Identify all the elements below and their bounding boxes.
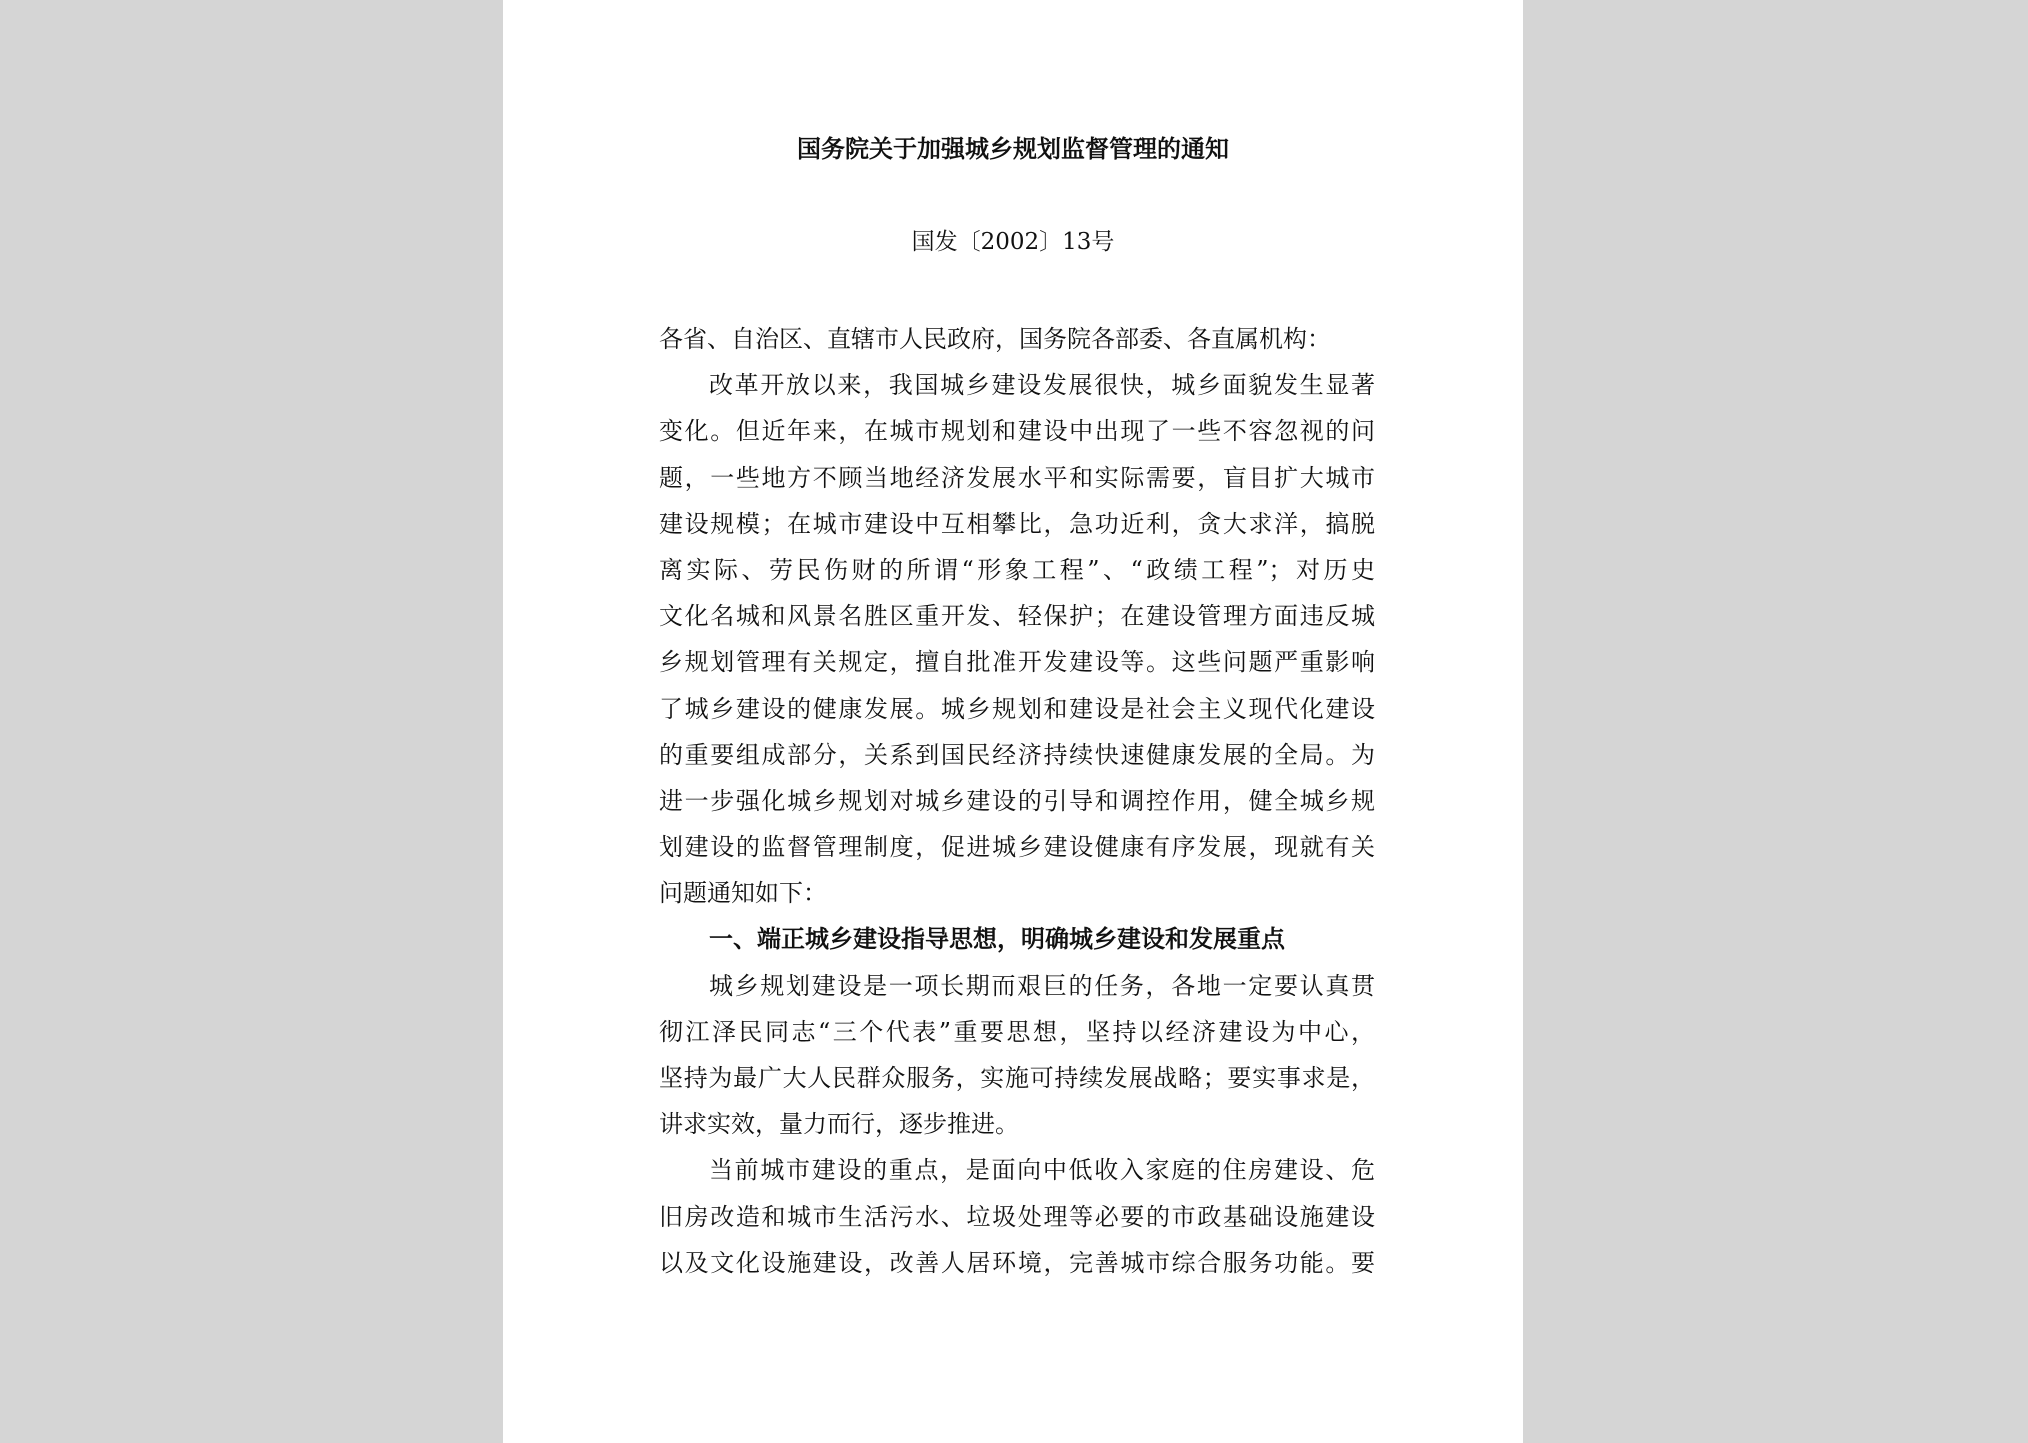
paragraph-line: 建设规模；在城市建设中互相攀比，急功近利，贪大求洋，搞脱	[659, 509, 1375, 538]
paragraph-line: 乡规划管理有关规定，擅自批准开发建设等。这些问题严重影响	[659, 648, 1375, 677]
paragraph-line: 的重要组成部分，关系到国民经济持续快速健康发展的全局。为	[659, 740, 1375, 769]
paragraph-line: 问题通知如下：	[659, 879, 827, 908]
salutation: 各省、自治区、直辖市人民政府，国务院各部委、各直属机构：	[659, 325, 1331, 353]
paragraph-line: 城乡规划建设是一项长期而艰巨的任务，各地一定要认真贯	[709, 971, 1375, 1000]
document-page	[503, 0, 1523, 1443]
document-number: 国发〔2002〕13号	[911, 229, 1115, 255]
paragraph-line: 旧房改造和城市生活污水、垃圾处理等必要的市政基础设施建设	[659, 1202, 1375, 1231]
document-body	[659, 316, 1375, 1286]
paragraph-line: 讲求实效，量力而行，逐步推进。	[659, 1110, 1019, 1139]
paragraph-line: 文化名城和风景名胜区重开发、轻保护；在建设管理方面违反城	[659, 602, 1375, 631]
paragraph-line: 题，一些地方不顾当地经济发展水平和实际需要，盲目扩大城市	[659, 463, 1375, 492]
paragraph-line: 彻江泽民同志“三个代表”重要思想，坚持以经济建设为中心，	[659, 1017, 1375, 1046]
section-heading: 一、端正城乡建设指导思想，明确城乡建设和发展重点	[709, 924, 1285, 954]
paragraph-line: 当前城市建设的重点，是面向中低收入家庭的住房建设、危	[709, 1156, 1375, 1185]
paragraph-line: 离实际、劳民伤财的所谓“形象工程”、“政绩工程”；对历史	[659, 555, 1375, 584]
document-title: 国务院关于加强城乡规划监督管理的通知	[797, 134, 1229, 163]
paragraph-line: 变化。但近年来，在城市规划和建设中出现了一些不容忽视的问	[659, 417, 1375, 446]
paragraph-line: 坚持为最广大人民群众服务，实施可持续发展战略；要实事求是，	[659, 1064, 1375, 1092]
paragraph-line: 进一步强化城乡规划对城乡建设的引导和调控作用，健全城乡规	[659, 786, 1375, 815]
paragraph-line: 改革开放以来，我国城乡建设发展很快，城乡面貌发生显著	[709, 371, 1375, 400]
paragraph-line: 以及文化设施建设，改善人居环境，完善城市综合服务功能。要	[659, 1248, 1375, 1277]
paragraph-line: 划建设的监督管理制度，促进城乡建设健康有序发展，现就有关	[659, 833, 1375, 862]
paragraph-line: 了城乡建设的健康发展。城乡规划和建设是社会主义现代化建设	[659, 694, 1375, 723]
